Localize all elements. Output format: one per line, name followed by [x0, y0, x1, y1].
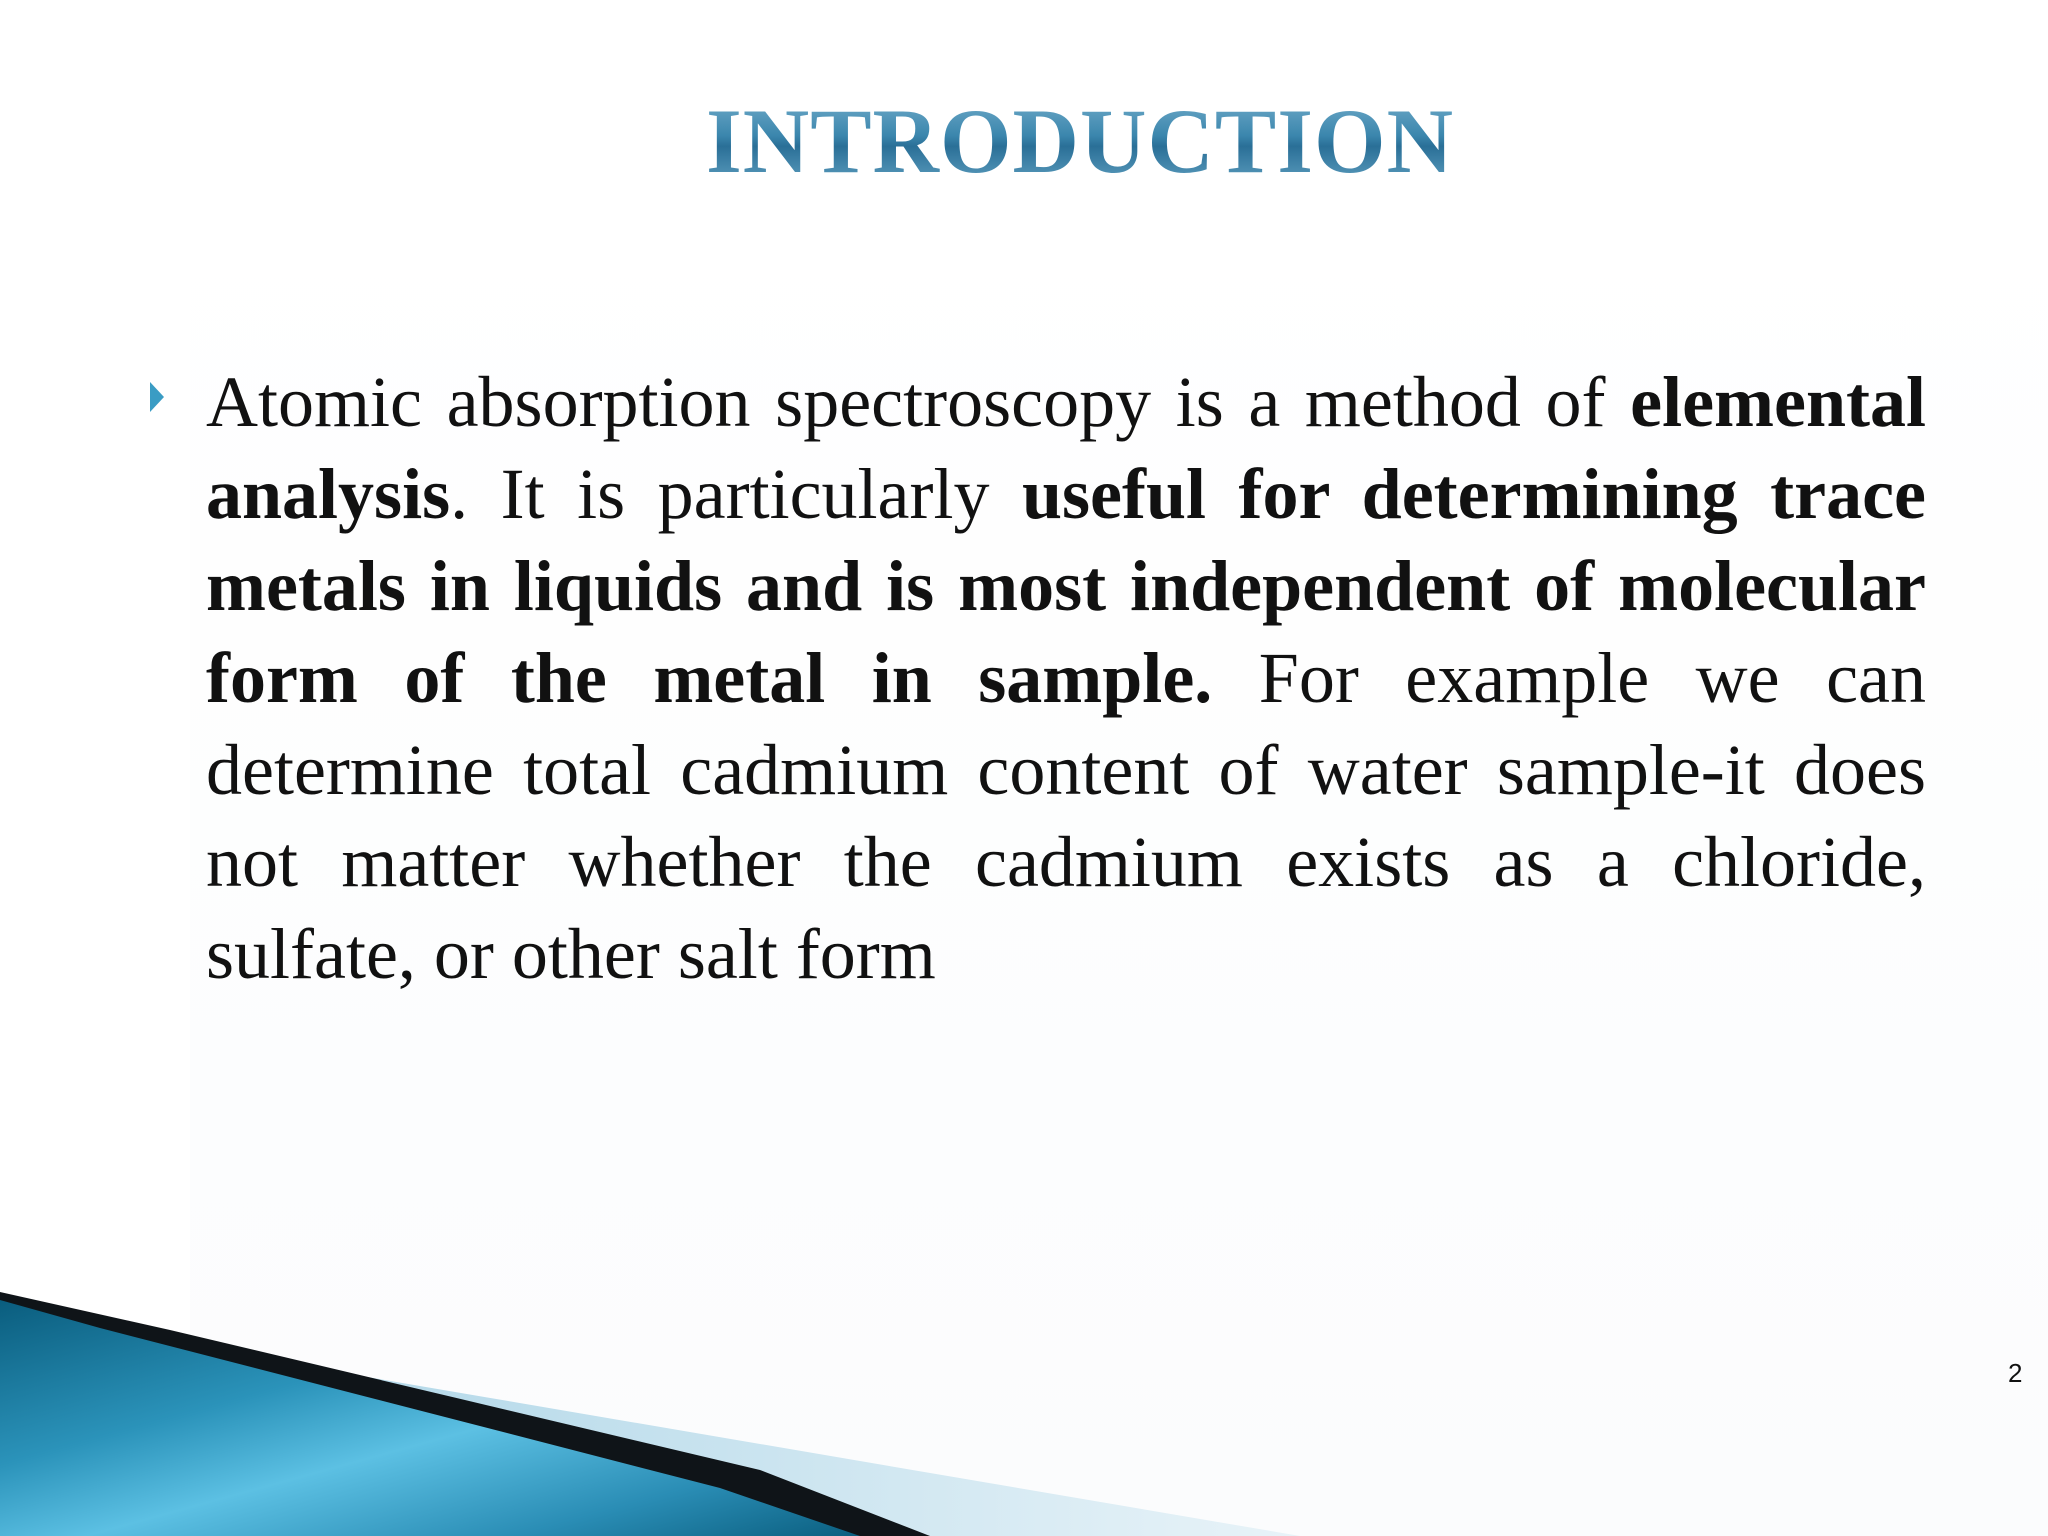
text-segment: . It is particularly: [450, 454, 1022, 534]
slide-title: INTRODUCTION: [0, 88, 2048, 194]
text-segment: Atomic absorption spectroscopy is a method of: [206, 362, 1631, 442]
text-segment: For example we can determine total cadmium content of water sample-it does not matter whether the cadmium exists as a chloride, sulfate, or other salt form: [206, 638, 1927, 994]
page-number: 2: [2008, 1358, 2023, 1388]
text-segment-bold: elemental analysis: [206, 362, 1926, 534]
text-segment-bold: useful for determining trace metals in liquids and is most independent of molecular form of the metal in sample.: [206, 454, 1927, 718]
